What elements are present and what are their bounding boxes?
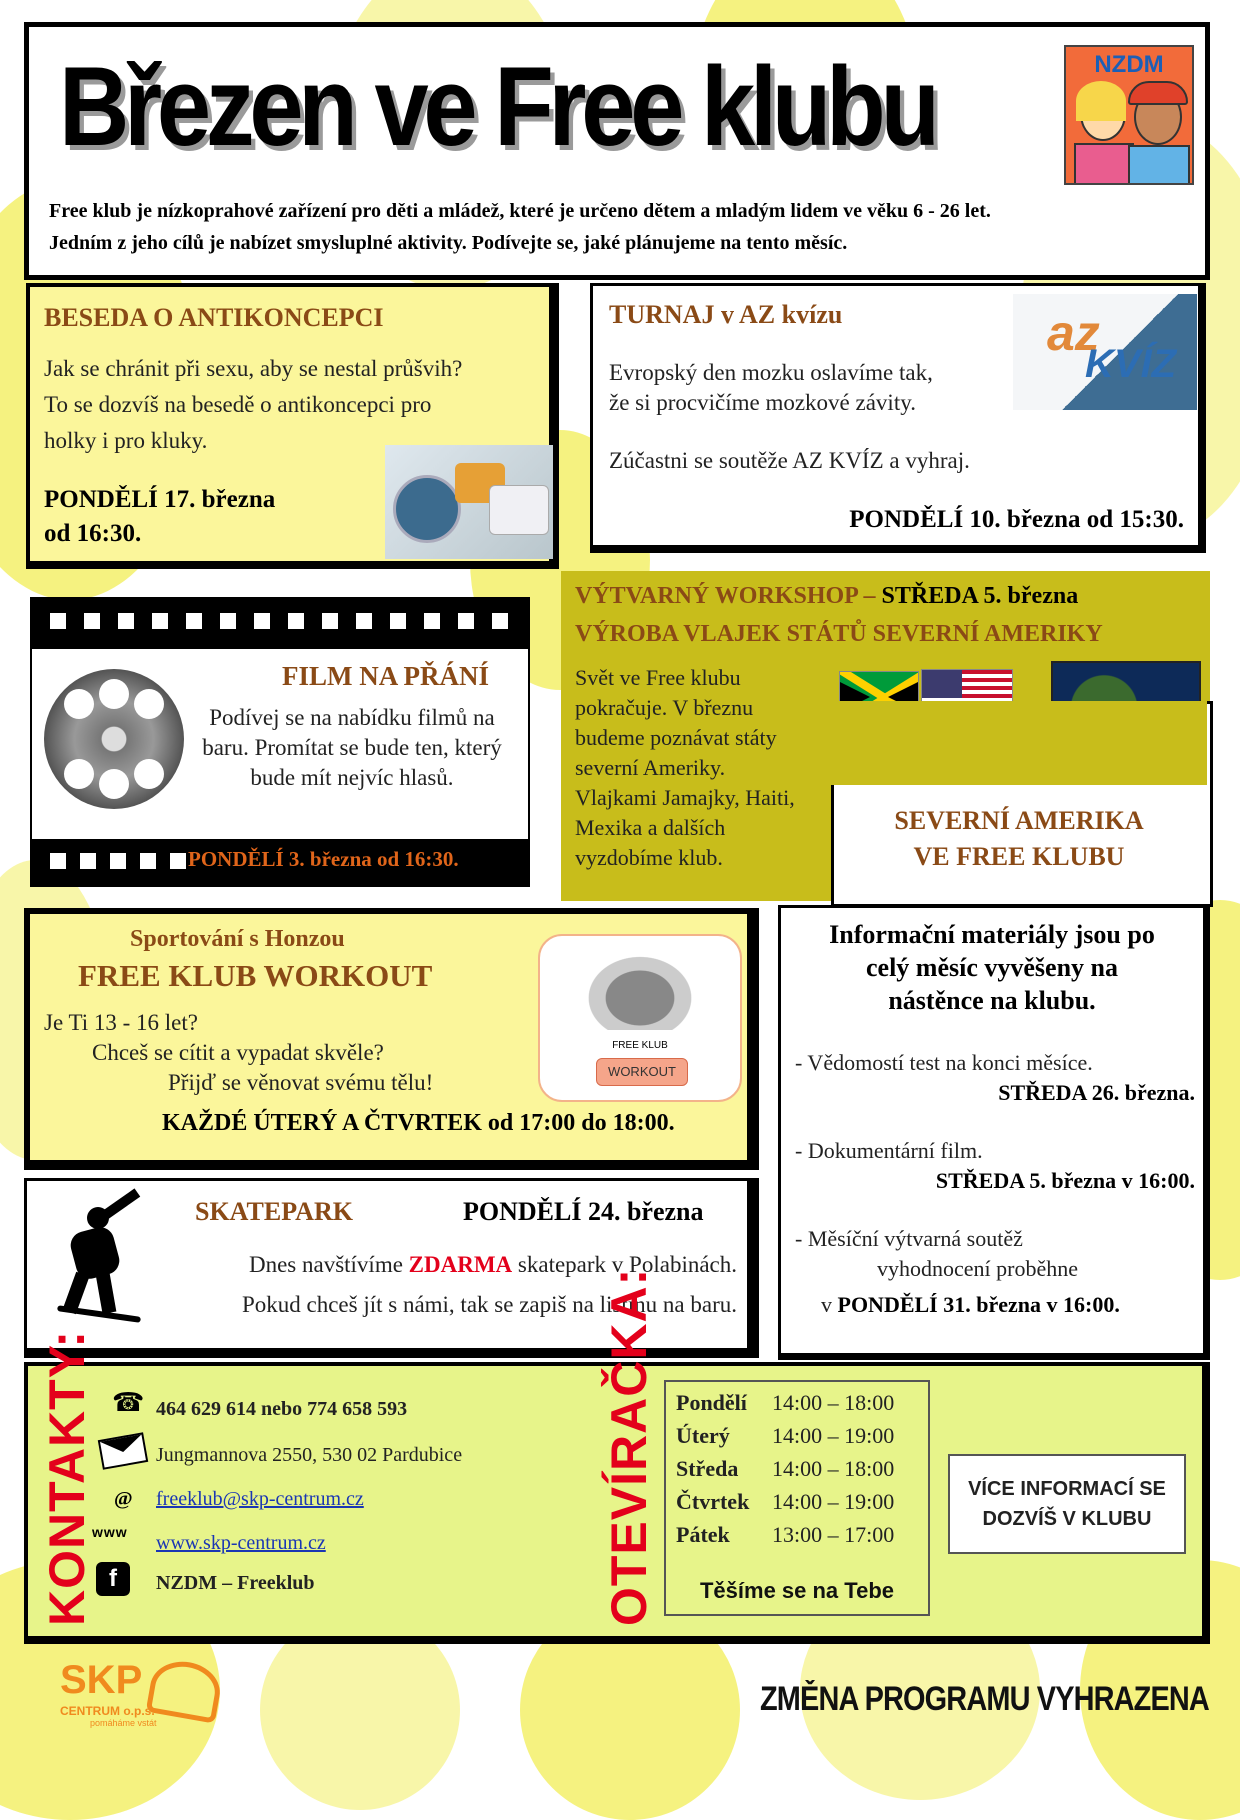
azkviz-logo-az: az bbox=[1047, 305, 1100, 361]
workshop-date: STŘEDA 5. března bbox=[881, 583, 1079, 609]
text-line: Informační materiály jsou po bbox=[829, 920, 1155, 949]
azkviz-panel bbox=[590, 283, 1206, 553]
text-line: To se dozvíš na besedě o antikoncepci pro bbox=[44, 392, 432, 417]
web-link[interactable]: www.skp-centrum.cz bbox=[156, 1532, 326, 1554]
facebook-name: NZDM – Freeklub bbox=[156, 1572, 315, 1594]
skatepark-date: PONDĚLÍ 24. března bbox=[463, 1197, 704, 1226]
text-line: bude mít nejvíc hlasů. bbox=[250, 765, 454, 790]
text-line: nástěnce na klubu. bbox=[888, 986, 1096, 1015]
text-line: že si procvičíme mozkové závity. bbox=[609, 390, 916, 415]
info-item: - Měsíční výtvarná soutěž bbox=[795, 1226, 1023, 1251]
info-item-date: PONDĚLÍ 31. března v 16:00. bbox=[837, 1292, 1120, 1317]
film-strip-top bbox=[50, 613, 520, 633]
film-date: PONDĚLÍ 3. března od 16:30. bbox=[188, 847, 459, 871]
workout-text bbox=[44, 1008, 433, 1098]
info-item: v bbox=[821, 1292, 838, 1317]
text-line: VE FREE KLUBU bbox=[913, 842, 1125, 871]
azkviz-logo-kviz: KVÍZ bbox=[1085, 342, 1177, 386]
skp-logo bbox=[60, 1658, 230, 1728]
workout-logo-small: FREE KLUB bbox=[612, 1040, 668, 1051]
workout-title: FREE KLUB WORKOUT bbox=[78, 958, 433, 993]
workshop-title bbox=[575, 583, 1078, 610]
contraceptives-image bbox=[385, 445, 553, 559]
hours-row: Pátek 13:00 – 17:00 bbox=[676, 1522, 895, 1547]
address: Jungmannova 2550, 530 02 Pardubice bbox=[156, 1444, 463, 1466]
skp-tagline: pomáháme vstát bbox=[90, 1718, 157, 1728]
intro-line: Jedním z jeho cílů je nabízet smysluplné aktivity. Podívejte se, jaké plánujeme na tento měsíc. bbox=[49, 232, 848, 254]
intro-text bbox=[49, 195, 1199, 259]
text-line: PONDĚLÍ 17. března bbox=[44, 486, 276, 513]
workout-logo-button: WORKOUT bbox=[596, 1058, 688, 1086]
film-strip-bottom bbox=[50, 851, 170, 871]
email-link[interactable]: freeklub@skp-centrum.cz bbox=[156, 1488, 364, 1510]
azkviz-date: PONDĚLÍ 10. března od 15:30. bbox=[849, 506, 1184, 533]
text-line: Přijď se věnovat svému tělu! bbox=[168, 1070, 434, 1095]
boy-shirt-icon bbox=[1128, 145, 1190, 185]
web-icon: www bbox=[92, 1524, 128, 1540]
info-item-date: STŘEDA 26. března. bbox=[998, 1080, 1195, 1105]
text-line: Mexika a dalších bbox=[575, 815, 726, 840]
text-line: Zúčastni se soutěže AZ KVÍZ a vyhraj. bbox=[609, 448, 970, 473]
workshop-subtitle: VÝROBA VLAJEK STÁTŮ SEVERNÍ AMERIKY bbox=[575, 621, 1103, 647]
page-title: Březen ve Free klubu bbox=[59, 44, 935, 169]
text-line: Jak se chránit při sexu, aby se nestal průšvih? bbox=[44, 356, 463, 381]
beseda-panel bbox=[26, 283, 559, 569]
condom-icon bbox=[393, 475, 461, 543]
workout-logo bbox=[538, 934, 742, 1102]
film-title: FILM NA PŘÁNÍ bbox=[282, 661, 489, 691]
text-line: pokračuje. V březnu bbox=[575, 695, 754, 720]
header-panel bbox=[24, 22, 1210, 280]
girl-shirt-icon bbox=[1074, 143, 1134, 185]
opening-hours-list bbox=[676, 1386, 894, 1551]
text-line: DOZVÍŠ V KLUBU bbox=[982, 1508, 1152, 1530]
text-line: Vlajkami Jamajky, Haiti, bbox=[575, 785, 795, 810]
nzdm-logo bbox=[1064, 45, 1194, 185]
azkviz-text bbox=[609, 358, 970, 476]
phone-number: 464 629 614 nebo 774 658 593 bbox=[156, 1398, 408, 1420]
hours-row: Úterý 14:00 – 19:00 bbox=[676, 1423, 895, 1448]
info-list bbox=[795, 1048, 1195, 1320]
text-segment: skatepark v Polabinách. bbox=[512, 1252, 737, 1277]
more-info-box bbox=[948, 1454, 1186, 1554]
workshop-panel bbox=[561, 571, 1210, 901]
text-line: budeme poznávat státy bbox=[575, 725, 777, 750]
info-item: - Vědomostí test na konci měsíce. bbox=[795, 1050, 1093, 1075]
skatepark-title: SKATEPARK bbox=[195, 1197, 353, 1226]
workout-date: KAŽDÉ ÚTERÝ A ČTVRTEK od 17:00 do 18:00. bbox=[162, 1110, 675, 1136]
text-line: Podívej se na nabídku filmů na bbox=[209, 705, 495, 730]
opening-hours-box bbox=[664, 1380, 930, 1616]
greeting: Těšíme se na Tebe bbox=[699, 1578, 894, 1603]
info-item: vyhodnocení proběhne bbox=[877, 1256, 1078, 1281]
text-line: holky i pro kluky. bbox=[44, 428, 208, 453]
azkviz-logo bbox=[1013, 294, 1197, 410]
facebook-icon: f bbox=[96, 1562, 130, 1596]
text-line: celý měsíc vyvěšeny na bbox=[865, 953, 1118, 982]
hours-row: Pondělí 14:00 – 18:00 bbox=[676, 1390, 895, 1415]
film-text bbox=[182, 703, 522, 793]
text-line: Chceš se cítit a vypadat skvěle? bbox=[92, 1040, 384, 1065]
film-panel bbox=[30, 597, 530, 887]
program-change-notice: ZMĚNA PROGRAMU VYHRAZENA bbox=[760, 1680, 1209, 1718]
at-icon: @ bbox=[114, 1488, 133, 1510]
contacts-heading: KONTAKTY: bbox=[39, 1330, 95, 1626]
free-highlight: ZDARMA bbox=[408, 1252, 513, 1277]
text-line: Evropský den mozku oslavíme tak, bbox=[609, 360, 933, 385]
workshop-flags-area bbox=[831, 701, 1207, 785]
nzdm-logo-text: NZDM bbox=[1094, 51, 1164, 78]
heart-house-icon bbox=[146, 1656, 225, 1723]
info-item: - Dokumentární film. bbox=[795, 1138, 983, 1163]
text-line: SEVERNÍ AMERIKA bbox=[894, 806, 1144, 835]
text-line: baru. Promítat se bude ten, který bbox=[202, 735, 502, 760]
beseda-date bbox=[44, 483, 275, 551]
opening-heading: OTEVÍRAČKA: bbox=[601, 1267, 657, 1626]
film-reel-icon bbox=[44, 669, 184, 809]
skp-logo-text: SKP bbox=[60, 1658, 143, 1702]
skp-centrum: CENTRUM o.p.s. bbox=[60, 1704, 155, 1718]
azkviz-title: TURNAJ v AZ kvízu bbox=[609, 300, 843, 329]
text-line: od 16:30. bbox=[44, 520, 142, 547]
beseda-title: BESEDA O ANTIKONCEPCI bbox=[44, 303, 384, 332]
text-segment: Dnes navštívíme bbox=[248, 1252, 409, 1277]
flexed-arm-icon bbox=[580, 950, 700, 1030]
beseda-text bbox=[44, 351, 462, 459]
hours-row: Čtvrtek 14:00 – 19:00 bbox=[676, 1489, 895, 1514]
info-panel bbox=[778, 905, 1210, 1360]
text-line: vyzdobíme klub. bbox=[575, 845, 723, 870]
intro-line: Free klub je nízkoprahové zařízení pro děti a mládež, které je určeno dětem a mladým lidem ve věku 6 - 26 let. bbox=[49, 200, 991, 222]
workout-panel bbox=[24, 908, 759, 1170]
workshop-title-main: VÝTVARNÝ WORKSHOP – bbox=[575, 583, 882, 609]
text-line: Svět ve Free klubu bbox=[575, 665, 741, 690]
workshop-text bbox=[571, 657, 821, 901]
workshop-caption bbox=[831, 803, 1207, 875]
envelope-icon bbox=[98, 1432, 149, 1470]
girl-hair-icon bbox=[1076, 81, 1126, 121]
text-line: severní Ameriky. bbox=[575, 755, 726, 780]
workout-pretitle: Sportování s Honzou bbox=[130, 926, 345, 952]
info-title bbox=[781, 918, 1203, 1017]
hours-row: Středa 14:00 – 18:00 bbox=[676, 1456, 895, 1481]
text-line: Pokud chceš jít s námi, tak se zapiš na listinu na baru. bbox=[241, 1292, 737, 1317]
film-content bbox=[32, 649, 528, 839]
phone-icon: ☎ bbox=[112, 1388, 145, 1417]
cap-icon bbox=[1128, 81, 1188, 105]
text-line: Je Ti 13 - 16 let? bbox=[44, 1010, 198, 1035]
pill-pack-icon bbox=[489, 485, 549, 535]
info-item-date: STŘEDA 5. března v 16:00. bbox=[935, 1168, 1195, 1193]
text-line: VÍCE INFORMACÍ SE bbox=[968, 1478, 1166, 1500]
